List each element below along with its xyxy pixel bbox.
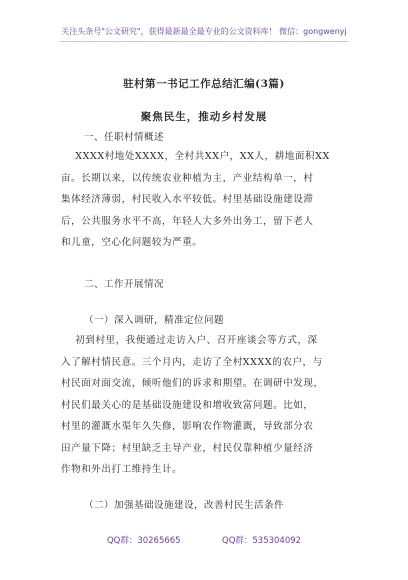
header-divider — [60, 41, 348, 42]
paragraph-line: XXXX村地处XXXX，全村共XX户，XX人，耕地面积XX — [75, 151, 330, 162]
document-title: 驻村第一书记工作总结汇编(3篇) — [123, 78, 285, 90]
paragraph-line: 村民们最关心的是基础设施建设和增收致富问题。比如， — [61, 399, 314, 411]
section1-paragraph — [61, 146, 351, 254]
footer-qq-group-2: QQ群：535304092 — [222, 536, 302, 546]
paragraph-line: 和儿童，空心化问题较为严重。 — [61, 237, 203, 248]
subsection2-heading: （二）加强基础设施建设，改善村民生活条件 — [84, 500, 285, 511]
paragraph-line: 集体经济薄弱，村民收入水平较低。村里基础设施建设滞 — [61, 194, 314, 205]
header-banner: 关注头条号"公文研究"，获得最新最全最专业的公文资料库！ 微信：gongwenyj — [61, 27, 347, 36]
paragraph-line: 田产量下降；村里缺乏主导产业，村民仅靠种植少量经济 — [61, 442, 314, 454]
document-subtitle: 聚焦民生，推动乡村发展 — [140, 111, 268, 123]
subsection1-heading: （一）深入调研，精准定位问题 — [84, 315, 225, 326]
paragraph-line: 初到村里，我便通过走访入户、召开座谈会等方式，深 — [75, 335, 318, 346]
paragraph-line: 入了解村情民意。三个月内，走访了全村XXXX的农户，与 — [61, 356, 323, 368]
paragraph-line: 村里的灌溉水渠年久失修，影响农作物灌溉，导致部分农 — [61, 421, 314, 432]
paragraph-line: 后，公共服务水平不高，年轻人大多外出务工，留下老人 — [61, 215, 314, 227]
paragraph-line: 亩。长期以来，以传统农业种植为主，产业结构单一，村 — [61, 172, 314, 184]
section1-heading: 一、任职村情概述 — [84, 132, 165, 143]
subsection1-paragraph — [61, 330, 351, 481]
paragraph-line: 作物和外出打工维持生计。 — [61, 464, 183, 475]
footer-qq-group-1: QQ群：30265665 — [106, 536, 181, 546]
section2-heading: 二、工作开展情况 — [84, 279, 165, 290]
paragraph-line: 村民面对面交流，倾听他们的诉求和期望。在调研中发现， — [61, 378, 324, 389]
footer — [0, 534, 408, 546]
